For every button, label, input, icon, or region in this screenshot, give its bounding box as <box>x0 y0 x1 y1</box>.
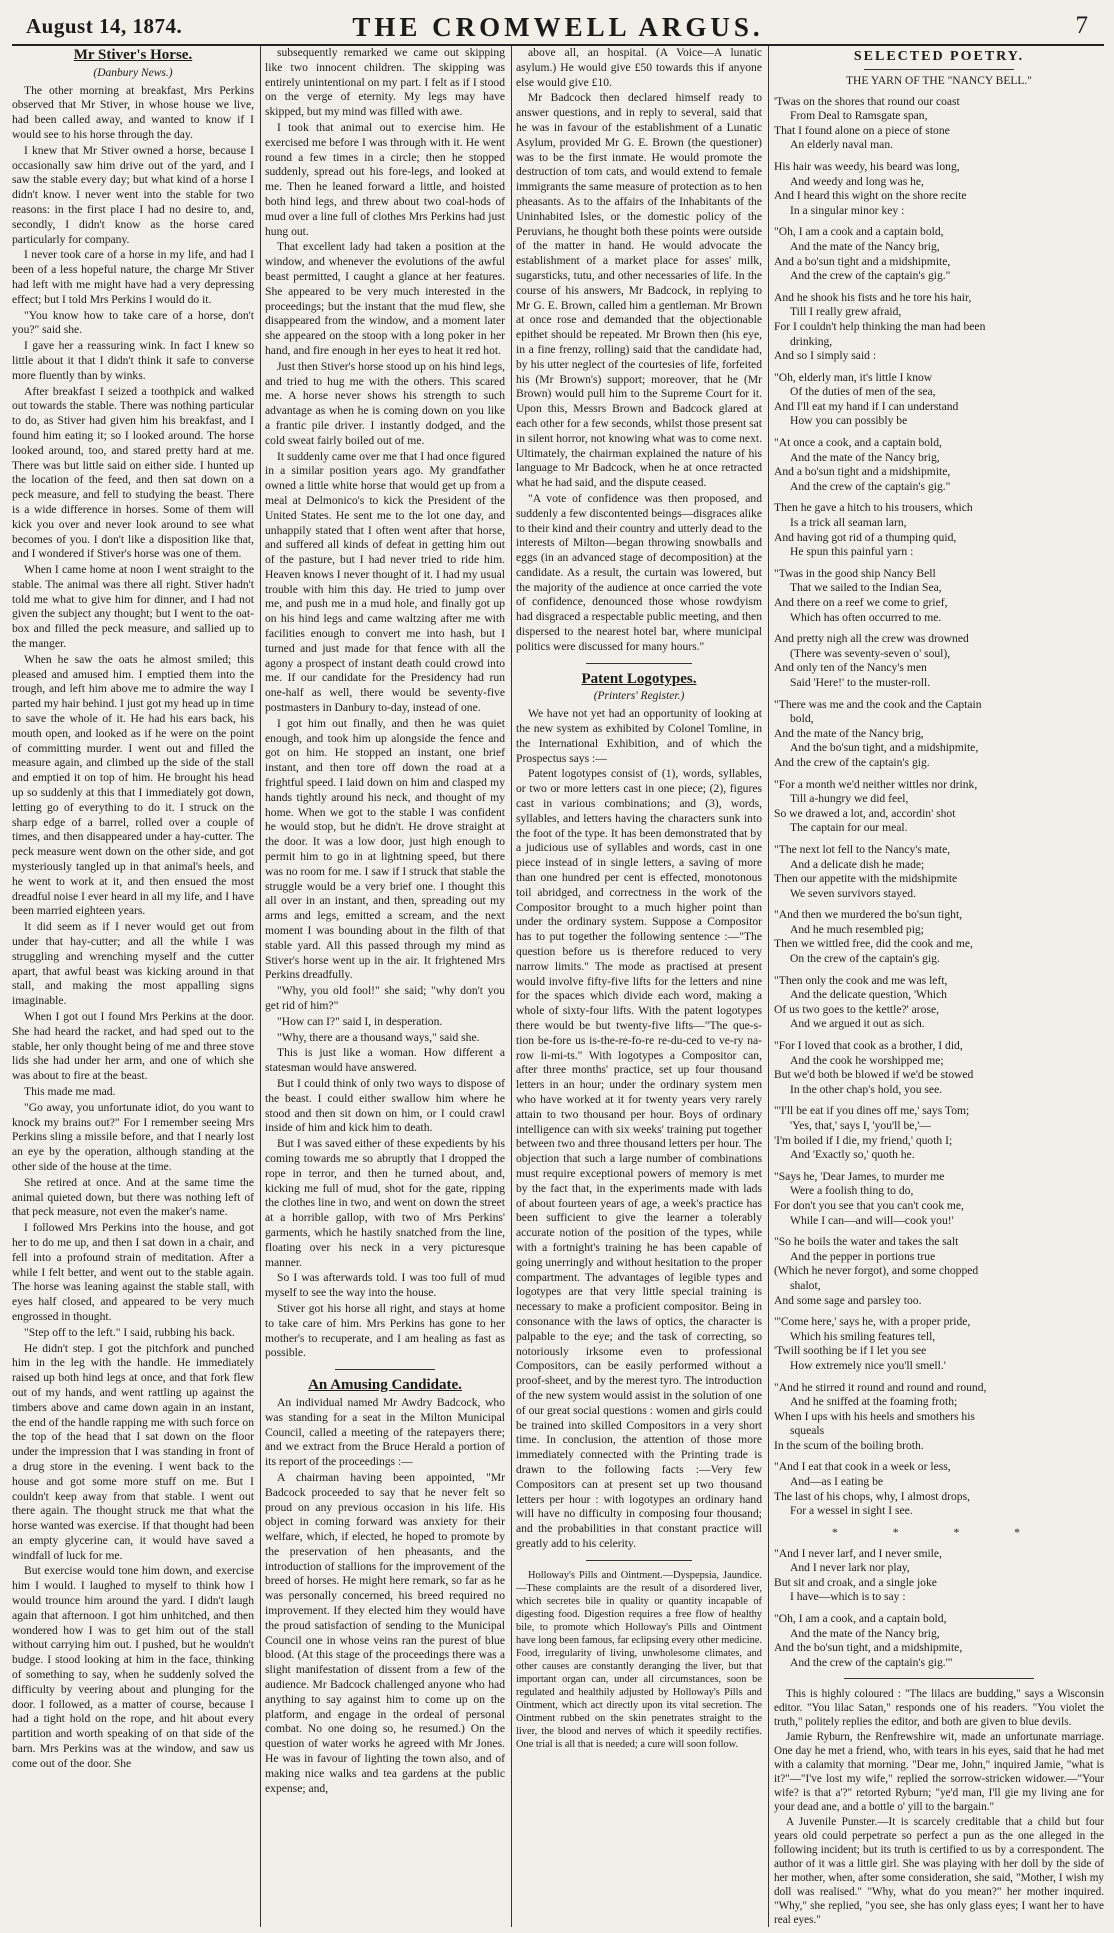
poem-line: And only ten of the Nancy's men <box>774 661 927 675</box>
stanza <box>774 1315 1104 1373</box>
article-source: (Printers' Register.) <box>593 690 685 703</box>
poem-line: And pretty nigh all the crew was drowned <box>774 632 969 646</box>
poem-line: And the bo'sun tight, and a midshipmite, <box>790 741 979 755</box>
paragraph: It did seem as if I never would get out from under that hay-cutter; and all the while I was struggling and wrenching myself and the cutter apart, that awful beast was kicking around in that stall, and making the most appalling signs imaginable. <box>12 920 254 1008</box>
poem-line: "Oh, elderly man, it's little I know <box>774 370 933 384</box>
poem-line: So we drawed a lot, and, accordin' shot <box>774 806 956 820</box>
stanza <box>774 1039 1104 1097</box>
paragraph: I got him out finally, and then he was quiet enough, and took him up alongside the fence and got on him. He stopped an instant, one brief instant, and then tore off down the road at a frightful speed. I laid down on him and clasped my hands tightly around his neck, and thought of my home. When we got to the stable I was confident he would stop, but he didn't. He drove straight at the door. It was a low door, just high enough to permit him to go in at lightning speed, but there was no room for me. I saw if I struck that stable the struggle would be a very brief one. I thought this all over in an instant, and then, spreading out my arms and legs, emitted a scream, and the next moment I was bounding about in the filth of that stable yard. All this passed through my mind as Stiver's horse went up in the air. It frightened Mrs Perkins dreadfully. <box>265 716 505 982</box>
poem-line: And the crew of the captain's gig." <box>790 479 951 493</box>
column-4 <box>774 46 1104 1927</box>
stanza <box>774 1547 1104 1605</box>
poem-line: shalot, <box>790 1278 821 1292</box>
poem-line: And the mate of the Nancy brig, <box>790 239 940 253</box>
poem-line: 'Yes, that,' says I, 'you'll be,'— <box>790 1119 931 1132</box>
stanza <box>774 843 1104 901</box>
article-title-amusing-candidate: An Amusing Candidate. <box>308 1377 462 1394</box>
poem-line: "'I'll be eat if you dines off me,' says Tom; <box>774 1104 970 1118</box>
divider <box>864 69 1014 70</box>
paragraph: "Why, there are a thousand ways," said she. <box>277 1030 480 1044</box>
poem-line: I have—which is to say : <box>790 1590 906 1604</box>
poem-line: On the crew of the captain's gig. <box>790 952 940 966</box>
column-2 <box>265 46 505 1927</box>
paragraph: The other morning at breakfast, Mrs Perkins observed that Mr Stiver, in whose house we live, had been called away, and wanted to know if I would see to his horse through the day. <box>12 83 254 141</box>
stanza <box>774 1235 1104 1308</box>
poem-line: "At once a cook, and a captain bold, <box>774 436 942 450</box>
poem-line: And he shook his fists and he tore his hair, <box>774 290 972 304</box>
article-body <box>265 1396 505 1797</box>
poem-line: And a bo'sun tight and a midshipmite, <box>774 465 951 479</box>
poem-line: And there on a reef we come to grief, <box>774 596 948 609</box>
stanza <box>774 436 1104 494</box>
page-number: 7 <box>1075 12 1088 39</box>
poem-line: In a singular minor key : <box>790 203 905 217</box>
poem-line: When I ups with his heels and smothers his <box>774 1409 975 1423</box>
poem-line: "The next lot fell to the Nancy's mate, <box>774 842 951 856</box>
poem-line: An elderly naval man. <box>790 138 894 152</box>
newspaper-title: THE CROMWELL ARGUS. <box>352 12 764 42</box>
poem-line: Of us two goes to the kettle?' arose, <box>774 1002 940 1016</box>
poem-line: 'Twill soothing be if I let you see <box>774 1344 927 1358</box>
stanza <box>774 778 1104 836</box>
poem-line: Then he gave a hitch to his trousers, which <box>774 501 973 515</box>
poem-line: "Oh, I am a cook and a captain bold, <box>774 225 944 239</box>
advertisement-holloways: Holloway's Pills and Ointment.—Dyspepsia, Jaundice.—These complaints are the result of a disordered liver, which secretes bile in quality or quantity incapable of digesting food. Digestion requires a free flow of healthy bile, to promote which Holloway's Pills and Ointment have long been famous, far eclipsing every other medicine. Food, irregularity of living, unwholesome climates, and other causes are constantly deranging the liver, but that important organ can, under all circumstances, soon be regulated and healthily adjusted by Holloway's Pills and Ointment, which act directly upon its vital secretion. The Ointment rubbed on the skin penetrates straight to the liver, the blood and nerves of which it speedily rectifies. One trial is all that is needed; a cure will soon follow. <box>516 1569 762 1750</box>
poem-line: 'I'm boiled if I die, my friend,' quoth I; <box>774 1133 953 1147</box>
poem-line: And the crew of the captain's gig." <box>790 269 951 283</box>
paragraph: "Step off to the left." I said, rubbing his back. <box>24 1325 235 1339</box>
poem-line: "For I loved that cook as a brother, I did, <box>774 1039 963 1053</box>
paragraph: I knew that Mr Stiver owned a horse, because I occasionally saw him drive out of the yard, and I saw the stable every day; but what kind of a horse I didn't know. I never went into the stable for two reasons: in the first place I had no desire to, and, secondly, I didn't know as the horse cared particularly for company. <box>12 143 254 246</box>
paragraph: Stiver got his horse all right, and stays at home to take care of him. Mrs Perkins has gone to her mother's to recuperate, and I am healing as fast as possible. <box>265 1301 505 1360</box>
poem-line: And the crew of the captain's gig.'" <box>790 1655 953 1669</box>
poem-line: And the crew of the captain's gig. <box>774 755 930 769</box>
poem-line: "So he boils the water and takes the salt <box>774 1235 959 1249</box>
paragraph: Mr Badcock then declared himself ready to answer questions, and in reply to several, said that he was in favour of the establishment of a Lunatic Asylum, provided Mr G. E. Brown (the questioner) was to be the first inmate. He would promote the destruction of tom cats, and would extend to female immigrants the same measure of protection as to hen pheasants. As to the affairs of the Inhabitants of the Uninhabited Isles, or the domestic policy of the Peruvians, he thought both these points were outside of the matter in hand. He would advocate the establishment of a market place for asses' milk, sugarsticks, tutu, and other necessaries of life. In the course of his answers, Mr Badcock, in replying to Mr G. E. Brown, called him a gentleman. Mr Brown at once rose and demanded that the objectionable epithet should be repeated. Mr Brown then (his eye, in a fine frenzy, rolling) said that the candidate had, by his utter neglect of the courtesies of life, forfeited his (Mr Brown's) support; moreover, that he (Mr Brown) would pull him to the Supreme Court for it. Upon this, Messrs Brown and Badcock glared at each other for a few seconds, whilst those present sat in silent horror, not knowing what was to come next. Ultimately, the chairman explained the nature of his language to Mr Badcock, when he at once retracted what he had said, and the dispute ceased. <box>516 91 762 490</box>
paragraph: But I could think of only two ways to dispose of the beast. I could either swallow him where he stood and then sit down on him, or I could crawl inside of him and kick him to death. <box>265 1076 505 1135</box>
stanza <box>774 501 1104 559</box>
paragraph: "A vote of confidence was then proposed, and suddenly a few discontented beings—disgraces alike to their kind and their country and utterly dead to the interests of Milton—began throwing snowballs and eggs (in an advanced stage of decomposition) at the candidate. As a result, the curtain was lowered, but the majority of the audience at once carried the vote of confidence, denounced those whose rowdyism had disgraced a respectable public meeting, and then dispersed to the nearest hotel bar, where municipal politics were discussed for many hours." <box>516 491 762 653</box>
article-title-patent-logotypes: Patent Logotypes. <box>581 670 697 687</box>
poem-line: "And then we murdered the bo'sun tight, <box>774 908 963 922</box>
poem-line: And the delicate question, 'Which <box>790 988 947 1002</box>
stanza <box>774 1612 1104 1670</box>
poem-line: (There was seventy-seven o' soul), <box>790 646 951 660</box>
poem-line: And having got rid of a thumping quid, <box>774 530 957 544</box>
poem-line: "Twas in the good ship Nancy Bell <box>774 566 936 580</box>
divider <box>586 663 692 664</box>
paragraph: When I got out I found Mrs Perkins at the door. She had heard the racket, and had sped out to the stable, her only thought being of me and three stove lids she had under her arm, and one of which she was about to fire at the beast. <box>12 1010 254 1083</box>
poem-line: And I heard this wight on the shore recite <box>774 189 967 203</box>
paragraph: I followed Mrs Perkins into the house, and got her to do me up, and then I sat down in a chair, and fell into a profound strain of meditation. After a while I felt better, and went out to the stable again. The horse was leaning against the stable stall, with eyes half closed, and appeared to be very much engrossed in thought. <box>12 1221 254 1323</box>
poem-line: In the other chap's hold, you see. <box>790 1082 943 1096</box>
paragraph: I took that animal out to exercise him. He exercised me before I was through with it. He went round a few times in a circle; then he stopped suddenly, spread out his fore-legs, and looked at me. Then he leaned forward a little, and hoisted both hind legs, and threw about two coal-hods of mud over a line full of clothes Mrs Perkins had just hung out. <box>265 120 505 238</box>
stanza <box>774 698 1104 771</box>
poem-line: The last of his chops, why, I almost drops, <box>774 1489 970 1503</box>
poem-line: Then we wittled free, did the cook and me, <box>774 937 973 951</box>
poem-line: "There was me and the cook and the Captain <box>774 697 982 711</box>
poem-line: We seven survivors stayed. <box>790 886 916 900</box>
masthead <box>12 8 1104 46</box>
paragraph: So I was afterwards told. I was too full of mud myself to see the way into the house. <box>265 1271 505 1300</box>
stanza <box>774 95 1104 153</box>
poem-line: "And he stirred it round and round and round, <box>774 1380 987 1394</box>
poem-line: And he sniffed at the foaming froth; <box>790 1395 958 1409</box>
section-heading: SELECTED POETRY. <box>853 49 1025 64</box>
poem-line: Till a-hungry we did feel, <box>790 792 909 806</box>
poem-line: And he much resembled pig; <box>790 922 924 936</box>
poem-line: But sit and croak, and a single joke <box>774 1575 937 1589</box>
poem-line: For I couldn't help thinking the man had been <box>774 319 986 333</box>
paragraph: It suddenly came over me that I had once figured in a similar position years ago. My grandfather owned a little white horse that would get up from a meal at Delmonico's to kick the President of the United States. He sent me to the lot one day, and unhappily stated that I often went after that horse, and suffered all kinds of defeat in getting him out of the pasture, but I had never tried to ride him. Heaven knows I never thought of it. I had my usual trouble with him this day. He tried to jump over me, and push me in a mud hole, and finally got up on his hind legs and came waltzing after me with facilities enough to convert me into hash, but I turned and just made for that fence with all the agony a prospect of instant death could crowd into me. If our candidate for the Presidency had run one-half as well, there would be seventy-five postmasters in Danbury to-day, instead of one. <box>265 449 505 715</box>
poem-line: And a bo'sun tight and a midshipmite, <box>774 254 951 268</box>
paragraph: I never took care of a horse in my life, and had I been of a less hopeful nature, the charge Mr Stiver had left with me might have had a very depressing effect; but I told Mrs Perkins I would do it. <box>12 248 254 306</box>
stanza <box>774 371 1104 429</box>
stanza <box>774 291 1104 364</box>
paragraph: This made me mad. <box>24 1084 116 1098</box>
paragraph: She retired at once. And at the same time the animal quieted down, but there was nothing left of that peck measure, not even the maker's name. <box>12 1175 254 1219</box>
column-3 <box>516 46 762 1927</box>
poem-line: But we'd both be blowed if we'd be stowed <box>774 1068 974 1082</box>
poem-line: And the bo'sun tight, and a midshipmite, <box>774 1641 963 1655</box>
paragraph: subsequently remarked we came out skipping like two innocent children. The skipping was entirely unintentional on my part. I felt as if I stood on the verge of eternity. My legs may have skipped, but my mind was filled with awe. <box>265 46 505 119</box>
paragraph: above all, an hospital. (A Voice—A lunatic asylum.) He would give £50 towards this if anyone else would give £10. <box>516 46 762 89</box>
poem-line: "And I never larf, and I never smile, <box>774 1546 942 1560</box>
paragraph: Jamie Ryburn, the Renfrewshire wit, made an unfortunate marriage. One day he met a friend, who, with tears in his eyes, said that he had met with a calamity that morning. "Dear me, John," inquired Jamie, "what is it?"—"I've lost my wife," replied the sorrow-stricken widower.—"Your wife? is that a'?" retorted Ryburn; "ye'd man, I'll gie my living ane for your dead ane, and a bottle o' yill to the bargain." <box>774 1731 1104 1814</box>
poem-line: "Then only the cook and me was left, <box>774 973 948 987</box>
stanza <box>774 567 1104 625</box>
poem-line: 'Twas on the shores that round our coast <box>774 94 960 108</box>
column-1 <box>12 46 254 1927</box>
poem-line: Said 'Here!' to the muster-roll. <box>790 675 931 689</box>
paragraph: He didn't step. I got the pitchfork and punched him in the leg with the handle. He immediately raised up both hind legs at once, and that fork flew out of my hands, and went rattling up against the timbers above and came down again in an instant, the end of the handle rapping me with such force on the top of the head that I sat down on the floor under the impression that I was standing in front of a drug store in the evening. I went back to the house and got some more stuff on me. But I couldn't keep away from that stable. I went out there again. The thought struck me that what the horse wanted was exercise. If that thought had been an empty glycerine can, it would have saved a windfall of luck for me. <box>12 1341 254 1562</box>
poem-line: How extremely nice you'll smell.' <box>790 1358 946 1372</box>
poem-line: Of the duties of men of the sea, <box>790 385 936 399</box>
poem-line: Which his smiling features tell, <box>790 1329 936 1343</box>
poem-line: He spun this painful yarn : <box>790 545 914 559</box>
stanza-break: * * * * <box>832 1525 1046 1539</box>
poem-line: From Deal to Ramsgate span, <box>790 109 928 123</box>
poem-line: And weedy and long was he, <box>790 174 924 188</box>
miscellany <box>774 1687 1104 1927</box>
article-body <box>516 707 762 1551</box>
poem-line: And I never lark nor play, <box>790 1561 910 1575</box>
paragraph: This is highly coloured : "The lilacs are budding," says a Wisconsin editor. "You lilac Satan," responds one of his readers. "You violet the truth," politely replies the editor, and both are given to blue devils. <box>774 1688 1104 1729</box>
paragraph: That excellent lady had taken a position at the window, and whenever the evolutions of the awful beast permitted, I caught a glance at her features. She appeared to be very much interested in the proceedings; but the instant that the mud flew, she disappeared from the window, and a moment later she appeared on the stoop with a long poker in her hand, and fire enough in her eyes to heat it red hot. <box>265 240 505 357</box>
article-source: (Danbury News.) <box>93 66 173 79</box>
stanza <box>774 1381 1104 1454</box>
poem-line: And so I simply said : <box>774 349 877 363</box>
paragraph: Patent logotypes consist of (1), words, syllables, or two or more letters cast in one piece; (2), figures cast in various combinations; and (3), words, syllables, and letters having the characters sunk into the foot of the type. It has been demonstrated that by a judicious use of syllables and words, cast in one piece instead of in single letters, a saving of more than one hundred per cent is effected, monotonous toil abridged, and correctness in the work of the Compositor brought to a much higher point than under the ordinary system. Suppose a Compositor has to put together the following sentence :—"The question before us is therefore reduced to very narrow limits." The mode as practised at present would involve fifty-five lifts for the letters and nine for the spaces which divide each word, making a whole of sixty-four lifts. With the patent logotypes there would be but twenty-five lifts—"The que-s-tion be-fore us is-the-re-fo-re re-du-ced to ve-ry na-row li-mi-ts." With logotypes a Compositor can, after three months' practice, set up four thousand letters in an hour; under the ordinary system men who have worked at it for twenty years very rarely attain to two thousand per hour. Boys of ordinary intelligence can with six weeks' training put together between two and three thousand letters per hour. The objection that such a large number of combinations must require exceptional powers of memory is met by the fact that, in the experiments made with lads of about fourteen years of age, a week's practice has been sufficient to give the learner a tolerably accurate notion of the position of the types, while with a fortnight's training he has been capable of going unerringly and without hesitation to the proper compartment. The advantages of legible types and logotypes are that very little special training is necessary to make a proficient compositor. Being in consonance with the laws of optics, the character is palpable to the eye; and the task of correcting, so notoriously irksome even to professional Compositors, can be easily performed without a proof-sheet, and by the merest tyro. The introduction of the new system would assist in the solution of one of our great social questions : women and girls could be trained into skilled Compositors in a very short time. In conclusion, the attention of those more immediately connected with the Printing trade is drawn to the following facts :—Very few Compositors can at present set up two thousand letters per hour : with logotypes an ordinary hand will have no difficulty in composing four thousand; and the probabilities in that constant practice will greatly add to his celerity. <box>516 767 762 1550</box>
poem-line: And—as I eating be <box>790 1475 884 1489</box>
paragraph: I gave her a reassuring wink. In fact I knew so little about it that I didn't think it safe to converse more fluently than by winks. <box>12 339 254 382</box>
poem-line: Then our appetite with the midshipmite <box>774 872 958 886</box>
poem-line: "Oh, I am a cook, and a captain bold, <box>774 1612 947 1626</box>
stanza <box>774 1104 1104 1162</box>
paragraph: Just then Stiver's horse stood up on his hind legs, and tried to hug me with the others. This scared me. A horse never shows his strength to such advantage as when he is coming down on you like a frantic pile driver. I instantly dodged, and the cold sweat fairly boiled out of me. <box>265 359 505 447</box>
paragraph: This is just like a woman. How different a statesman would have answered. <box>265 1046 505 1075</box>
article-body-continued <box>265 46 505 1361</box>
poem-line: drinking, <box>790 334 833 348</box>
column-rule <box>260 46 261 1927</box>
poem-line: bold, <box>790 712 814 726</box>
stanza <box>774 1460 1104 1518</box>
paragraph: "How can I?" said I, in desperation. <box>277 1014 443 1028</box>
divider <box>844 1678 1034 1679</box>
poem-line: How you can possibly be <box>790 414 908 428</box>
poem-line: Is a trick all seaman larn, <box>790 516 907 530</box>
paragraph: "Go away, you unfortunate idiot, do you want to knock my brains out?" For I remember seeing Mrs Perkins sling a missile before, and that I nearly lost an eye by the operation, although standing at the other side of the house at the time. <box>12 1100 254 1173</box>
poem-line: And 'Exactly so,' quoth he. <box>790 1148 915 1162</box>
poem-body-end <box>774 1547 1104 1671</box>
poem-line: Were a foolish thing to do, <box>790 1184 914 1198</box>
poem-line: Which has often occurred to me. <box>790 610 942 624</box>
paragraph: A chairman having been appointed, "Mr Badcock proceeded to say that he never felt so proud on any previous occasion in his life. His object in coming forward was anxiety for their welfare, which, if elected, he hoped to promote by the preservation of hen pheasants, and the introduction of stallions for the improvement of the breed of horses. He might here remark, so far as he was personally concerned, his breed required no improvement. If they elected him they would have the proud satisfaction of sending to the Municipal Council one in whose veins ran the purest of blue blood. (At this stage of the proceedings there was a slight manifestation of dissent from a few of the audience. Mr Badcock challenged anyone who had anything to say against him to come up on the platform, and engage in the ordeal of personal combat. No one doing so, he resumed.) On the question of water works he agreed with Mr Jones. He was in favour of lighting the town also, and of making nice walks and tea gardens at the public expense; and, <box>265 1470 505 1795</box>
poem-line: In the scum of the boiling broth. <box>774 1438 924 1452</box>
poem-line: "Says he, 'Dear James, to murder me <box>774 1169 945 1183</box>
poem-line: And the pepper in portions true <box>790 1249 936 1263</box>
paragraph: "Why, you old fool!" she said; "why don't you get rid of him?" <box>265 984 505 1012</box>
poem-line: For a wessel in sight I see. <box>790 1504 913 1518</box>
stanza <box>774 632 1104 690</box>
poem-line: "For a month we'd neither wittles nor drink, <box>774 777 978 791</box>
poem-line: That I found alone on a piece of stone <box>774 123 950 137</box>
poem-line: And the mate of the Nancy brig, <box>774 726 924 740</box>
column-rule <box>768 46 769 1927</box>
stanza <box>774 1170 1104 1228</box>
poem-line: And the mate of the Nancy brig, <box>790 1626 940 1640</box>
paragraph: When I came home at noon I went straight to the stable. The animal was there all right. Stiver hadn't told me what to give him for dinner, and I had not given the subject any thought; but I went to the oat-box and filled the peck measure, and sallied up to the manger. <box>12 563 254 651</box>
paragraph: "You know how to take care of a horse, don't you?" said she. <box>12 308 254 337</box>
issue-date: August 14, 1874. <box>26 14 183 38</box>
poem-line: squeals <box>790 1424 825 1438</box>
paragraph: A Juvenile Punster.—It is scarcely creditable that a child but four years old could perpetrate so perfect a pun as the one alleged in the following incident; but its truth is certified to us by a correspondent. The author of it was a little girl. She was playing with her doll by the side of her mother, when, after some consideration, she said, "Mother, I wish my doll was realised." "Why, what do you mean?" her mother inquired. "Why," she replied, "you see, she has only glass eyes; I want her to have real eyes." <box>774 1816 1104 1927</box>
poem-line: That we sailed to the Indian Sea, <box>790 581 942 595</box>
stanza <box>774 974 1104 1032</box>
paragraph: An individual named Mr Awdry Badcock, who was standing for a seat in the Milton Municipal Council, called a meeting of the ratepayers there; and we extract from the Bruce Herald a portion of its report of the proceedings :— <box>265 1395 505 1469</box>
poem-line: And a delicate dish he made; <box>790 857 925 871</box>
poem-line: The captain for our meal. <box>790 821 908 835</box>
column-rule <box>511 46 512 1927</box>
columns <box>12 46 1104 1927</box>
poem-line: (Which he never forgot), and some chopped <box>774 1264 979 1278</box>
poem-line: And some sage and parsley too. <box>774 1293 922 1307</box>
poem-line: And I'll eat my hand if I can understand <box>774 399 959 413</box>
stanza <box>774 160 1104 218</box>
stanza <box>774 908 1104 966</box>
paragraph: We have not yet had an opportunity of looking at the new system as exhibited by Colonel Tomline, in the International Exhibition, and of which the Prospectus says :— <box>516 707 762 765</box>
paragraph: When he saw the oats he almost smiled; this pleased and amused him. I emptied them into the trough, and left him above me to admire the way I parted my hair behind. I just got my head up in time to save the whole of it. He had his ears back, his mouth open, and looked as if he were on the point of committing murder. I went out and filled the measure again, and climbed up the side of the stall and emptied it on top of him. He brought his head up so suddenly at this that I immediately got down, letting go of everything to do it. I struck on the sharp edge of a barrel, rolled over a couple of times, and then disappeared under a hay-cutter. The peck measure went down on the other side, and got mysteriously tangled up in that animal's heels, and he went to work at it, and then ensued the most dreadful noise I ever heard in all my life, and I have been married eighteen years. <box>12 652 254 918</box>
paragraph: After breakfast I seized a toothpick and walked out towards the stable. There was nothing particular to do, as Stiver had given him his breakfast, and I found him eating it; so I looked around. The horse looked around, too, and stared pretty hard at me. There was but little said on either side. I hunted up the location of the feed, and then sat down on a peck measure, and fell to studying the beast. There is a wide difference in horses. Some of them will kick you over and never look around to see what becomes of you. I don't like a disposition like that, and I wondered if Stiver's horse was one of them. <box>12 384 254 561</box>
poem-line: For don't you see that you can't cook me, <box>774 1198 964 1212</box>
article-title-stivers-horse: Mr Stiver's Horse. <box>73 47 193 63</box>
poem-title: THE YARN OF THE "NANCY BELL." <box>846 74 1032 87</box>
stanza <box>774 225 1104 283</box>
poem-line: His hair was weedy, his beard was long, <box>774 159 960 173</box>
divider <box>335 1369 435 1370</box>
poem-line: Till I really grew afraid, <box>790 305 902 319</box>
article-body <box>12 84 254 1772</box>
poem-line: "'Come here,' says he, with a proper pride, <box>774 1315 971 1329</box>
poem-line: While I can—and will—cook you!' <box>790 1213 954 1227</box>
poem-line: And the cook he worshipped me; <box>790 1053 944 1067</box>
poem-line: "And I eat that cook in a week or less, <box>774 1460 951 1474</box>
article-body-continued <box>516 46 762 655</box>
paragraph: But I was saved either of these expedients by his coming towards me so abruptly that I dropped the rope in terror, and then he turned about, and, kicking me full of mud, shot for the gate, ripping the clothes line in two, and went on down the street at a horrible gallop, with two of Mrs Perkins' garments, which he hastily snatched from the line, floating over his neck in a very picturesque manner. <box>265 1137 505 1269</box>
poem-line: And the mate of the Nancy brig, <box>790 450 940 464</box>
divider <box>586 1560 692 1561</box>
poem-body <box>774 95 1104 1519</box>
poem-line: And we argued it out as sich. <box>790 1017 925 1031</box>
paragraph: But exercise would tone him down, and exercise him I would. I laughed to myself to think how I would trounce him around the yard. I didn't laugh again that afternoon. I got him unhitched, and then wondered how I was to get him out of the stall without carrying him out. I pushed, but he wouldn't budge. I stood looking at him in the face, thinking of something to say, when he suddenly solved the difficulty by veering about and plunging for the door. I followed, as a matter of course, because I had a tight hold on the rope, and hit about every partition and worth speaking of on that side of the barn. Mrs Perkins was at the window, and saw us come out of the door. She <box>12 1564 254 1770</box>
